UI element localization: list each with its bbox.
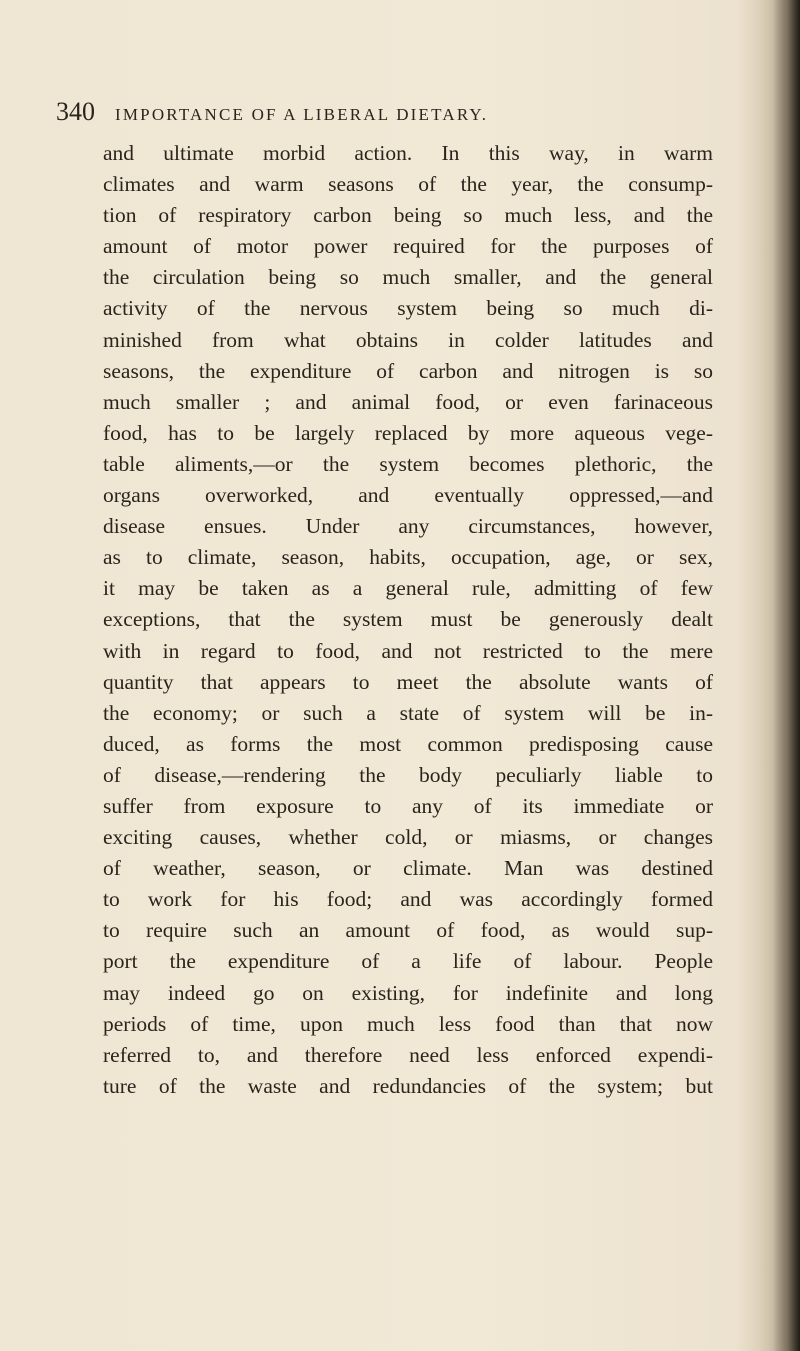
text-line: it may be taken as a general rule, admitting of few bbox=[103, 576, 713, 601]
text-line: referred to, and therefore need less enforced expendi- bbox=[103, 1042, 713, 1067]
body-text bbox=[103, 138, 713, 1102]
text-line: climates and warm seasons of the year, the consump- bbox=[103, 172, 713, 197]
text-line: exceptions, that the system must be generously dealt bbox=[103, 607, 713, 632]
text-line: may indeed go on existing, for indefinite and long bbox=[103, 980, 713, 1005]
text-line: of disease,—rendering the body peculiarly liable to bbox=[103, 762, 713, 787]
text-line: of weather, season, or climate. Man was destined bbox=[103, 856, 713, 881]
text-line: tion of respiratory carbon being so much less, and the bbox=[103, 203, 713, 228]
text-line: table aliments,—or the system becomes plethoric, the bbox=[103, 451, 713, 476]
text-line: as to climate, season, habits, occupation, age, or sex, bbox=[103, 545, 713, 570]
text-line: periods of time, upon much less food than that now bbox=[103, 1011, 713, 1036]
text-line: ture of the waste and redundancies of the system; but bbox=[103, 1073, 713, 1098]
text-line: disease ensues. Under any circumstances, however, bbox=[103, 514, 713, 539]
page-number: 340 bbox=[56, 97, 95, 126]
text-line: the economy; or such a state of system will be in- bbox=[103, 700, 713, 725]
text-line: with in regard to food, and not restricted to the mere bbox=[103, 638, 713, 663]
text-line: the circulation being so much smaller, and the general bbox=[103, 265, 713, 290]
text-line: seasons, the expenditure of carbon and nitrogen is so bbox=[103, 358, 713, 383]
text-line: suffer from exposure to any of its immediate or bbox=[103, 793, 713, 818]
text-line: amount of motor power required for the purposes of bbox=[103, 234, 713, 259]
text-line: organs overworked, and eventually oppressed,—and bbox=[103, 483, 713, 508]
text-line: and ultimate morbid action. In this way, in warm bbox=[103, 141, 713, 165]
text-line: to work for his food; and was accordingly formed bbox=[103, 887, 713, 912]
text-line: exciting causes, whether cold, or miasms, or changes bbox=[103, 825, 713, 850]
text-line: duced, as forms the most common predisposing cause bbox=[103, 731, 713, 756]
page-binding-edge bbox=[758, 0, 800, 1351]
text-line: to require such an amount of food, as would sup- bbox=[103, 918, 713, 943]
page-header bbox=[56, 97, 716, 133]
text-line: minished from what obtains in colder latitudes and bbox=[103, 327, 713, 352]
text-line: food, has to be largely replaced by more aqueous vege- bbox=[103, 420, 713, 445]
text-line: quantity that appears to meet the absolute wants of bbox=[103, 669, 713, 694]
text-line: much smaller ; and animal food, or even farinaceous bbox=[103, 389, 713, 414]
text-line: activity of the nervous system being so much di- bbox=[103, 296, 713, 321]
text-line: port the expenditure of a life of labour. People bbox=[103, 949, 713, 974]
running-head: IMPORTANCE OF A LIBERAL DIETARY. bbox=[115, 105, 489, 124]
